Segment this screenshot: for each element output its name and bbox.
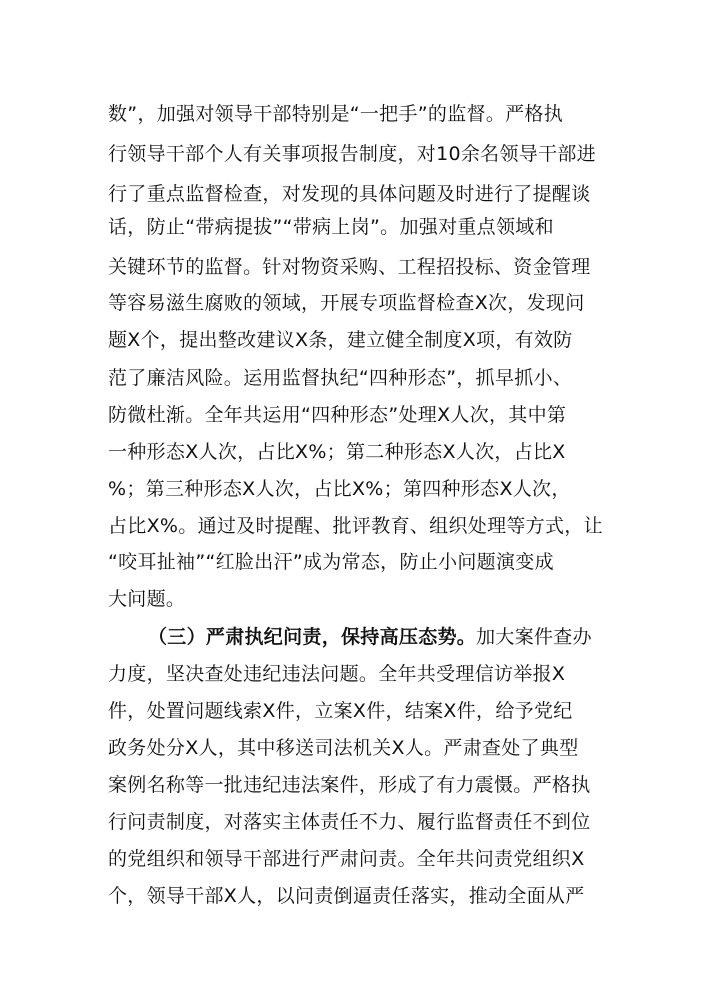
paragraph-line: %；第三种形态X人次，占比X%；第四种形态X人次，	[108, 478, 571, 500]
paragraph-line: 案例名称等一批违纪违法案件，形成了有力震慑。严格执	[108, 774, 591, 796]
section-heading-line	[148, 623, 608, 651]
paragraph-line: 件，处置问题线索X件，立案X件，结案X件，给予党纪	[108, 700, 573, 722]
paragraph-line: 行问责制度，对落实主体责任不力、履行监督责任不到位	[108, 811, 591, 833]
paragraph-line: 行了重点监督检查，对发现的具体问题及时进行了提醒谈	[108, 183, 591, 205]
paragraph-line: 个，领导干部X人，以问责倒逼责任落实，推动全面从严	[108, 885, 585, 907]
paragraph-line: 话，防止“带病提拔”“带病上岗”。加强对重点领域和	[108, 216, 554, 238]
paragraph-line: 一种形态X人次，占比X%；第二种形态X人次，占比X	[108, 441, 566, 463]
paragraph-line: 范了廉洁风险。运用监督执纪“四种形态”，抓早抓小、	[108, 367, 573, 389]
section-heading-continuation: 加大案件查办	[476, 626, 592, 648]
paragraph-line: 大问题。	[108, 588, 186, 610]
paragraph-line: 政务处分X人，其中移送司法机关X人。严肃查处了典型	[108, 737, 579, 759]
paragraph-line: 行领导干部个人有关事项报告制度，对10余名领导干部进	[108, 143, 596, 165]
paragraph-line: 的党组织和领导干部进行严肃问责。全年共问责党组织X	[108, 848, 585, 870]
paragraph-line: 占比X%。通过及时提醒、批评教育、组织处理等方式，让	[108, 515, 603, 537]
paragraph-line: 题X个，提出整改建议X条，建立健全制度X项，有效防	[108, 329, 573, 351]
paragraph-line: 等容易滋生腐败的领域，开展专项监督检查X次，发现问	[108, 292, 585, 314]
paragraph-line: 防微杜渐。全年共运用“四种形态”处理X人次，其中第	[108, 404, 567, 426]
paragraph-line: 力度，坚决查处违纪违法问题。全年共受理信访举报X	[108, 663, 566, 685]
section-heading: （三）严肃执纪问责，保持高压态势。	[148, 626, 477, 648]
paragraph-line: 数”，加强对领导干部特别是“一把手”的监督。严格执	[108, 103, 564, 125]
paragraph-line: “咬耳扯袖”“红脸出汗”成为常态，防止小问题演变成	[108, 551, 554, 573]
paragraph-line: 关键环节的监督。针对物资采购、工程招投标、资金管理	[108, 256, 591, 278]
